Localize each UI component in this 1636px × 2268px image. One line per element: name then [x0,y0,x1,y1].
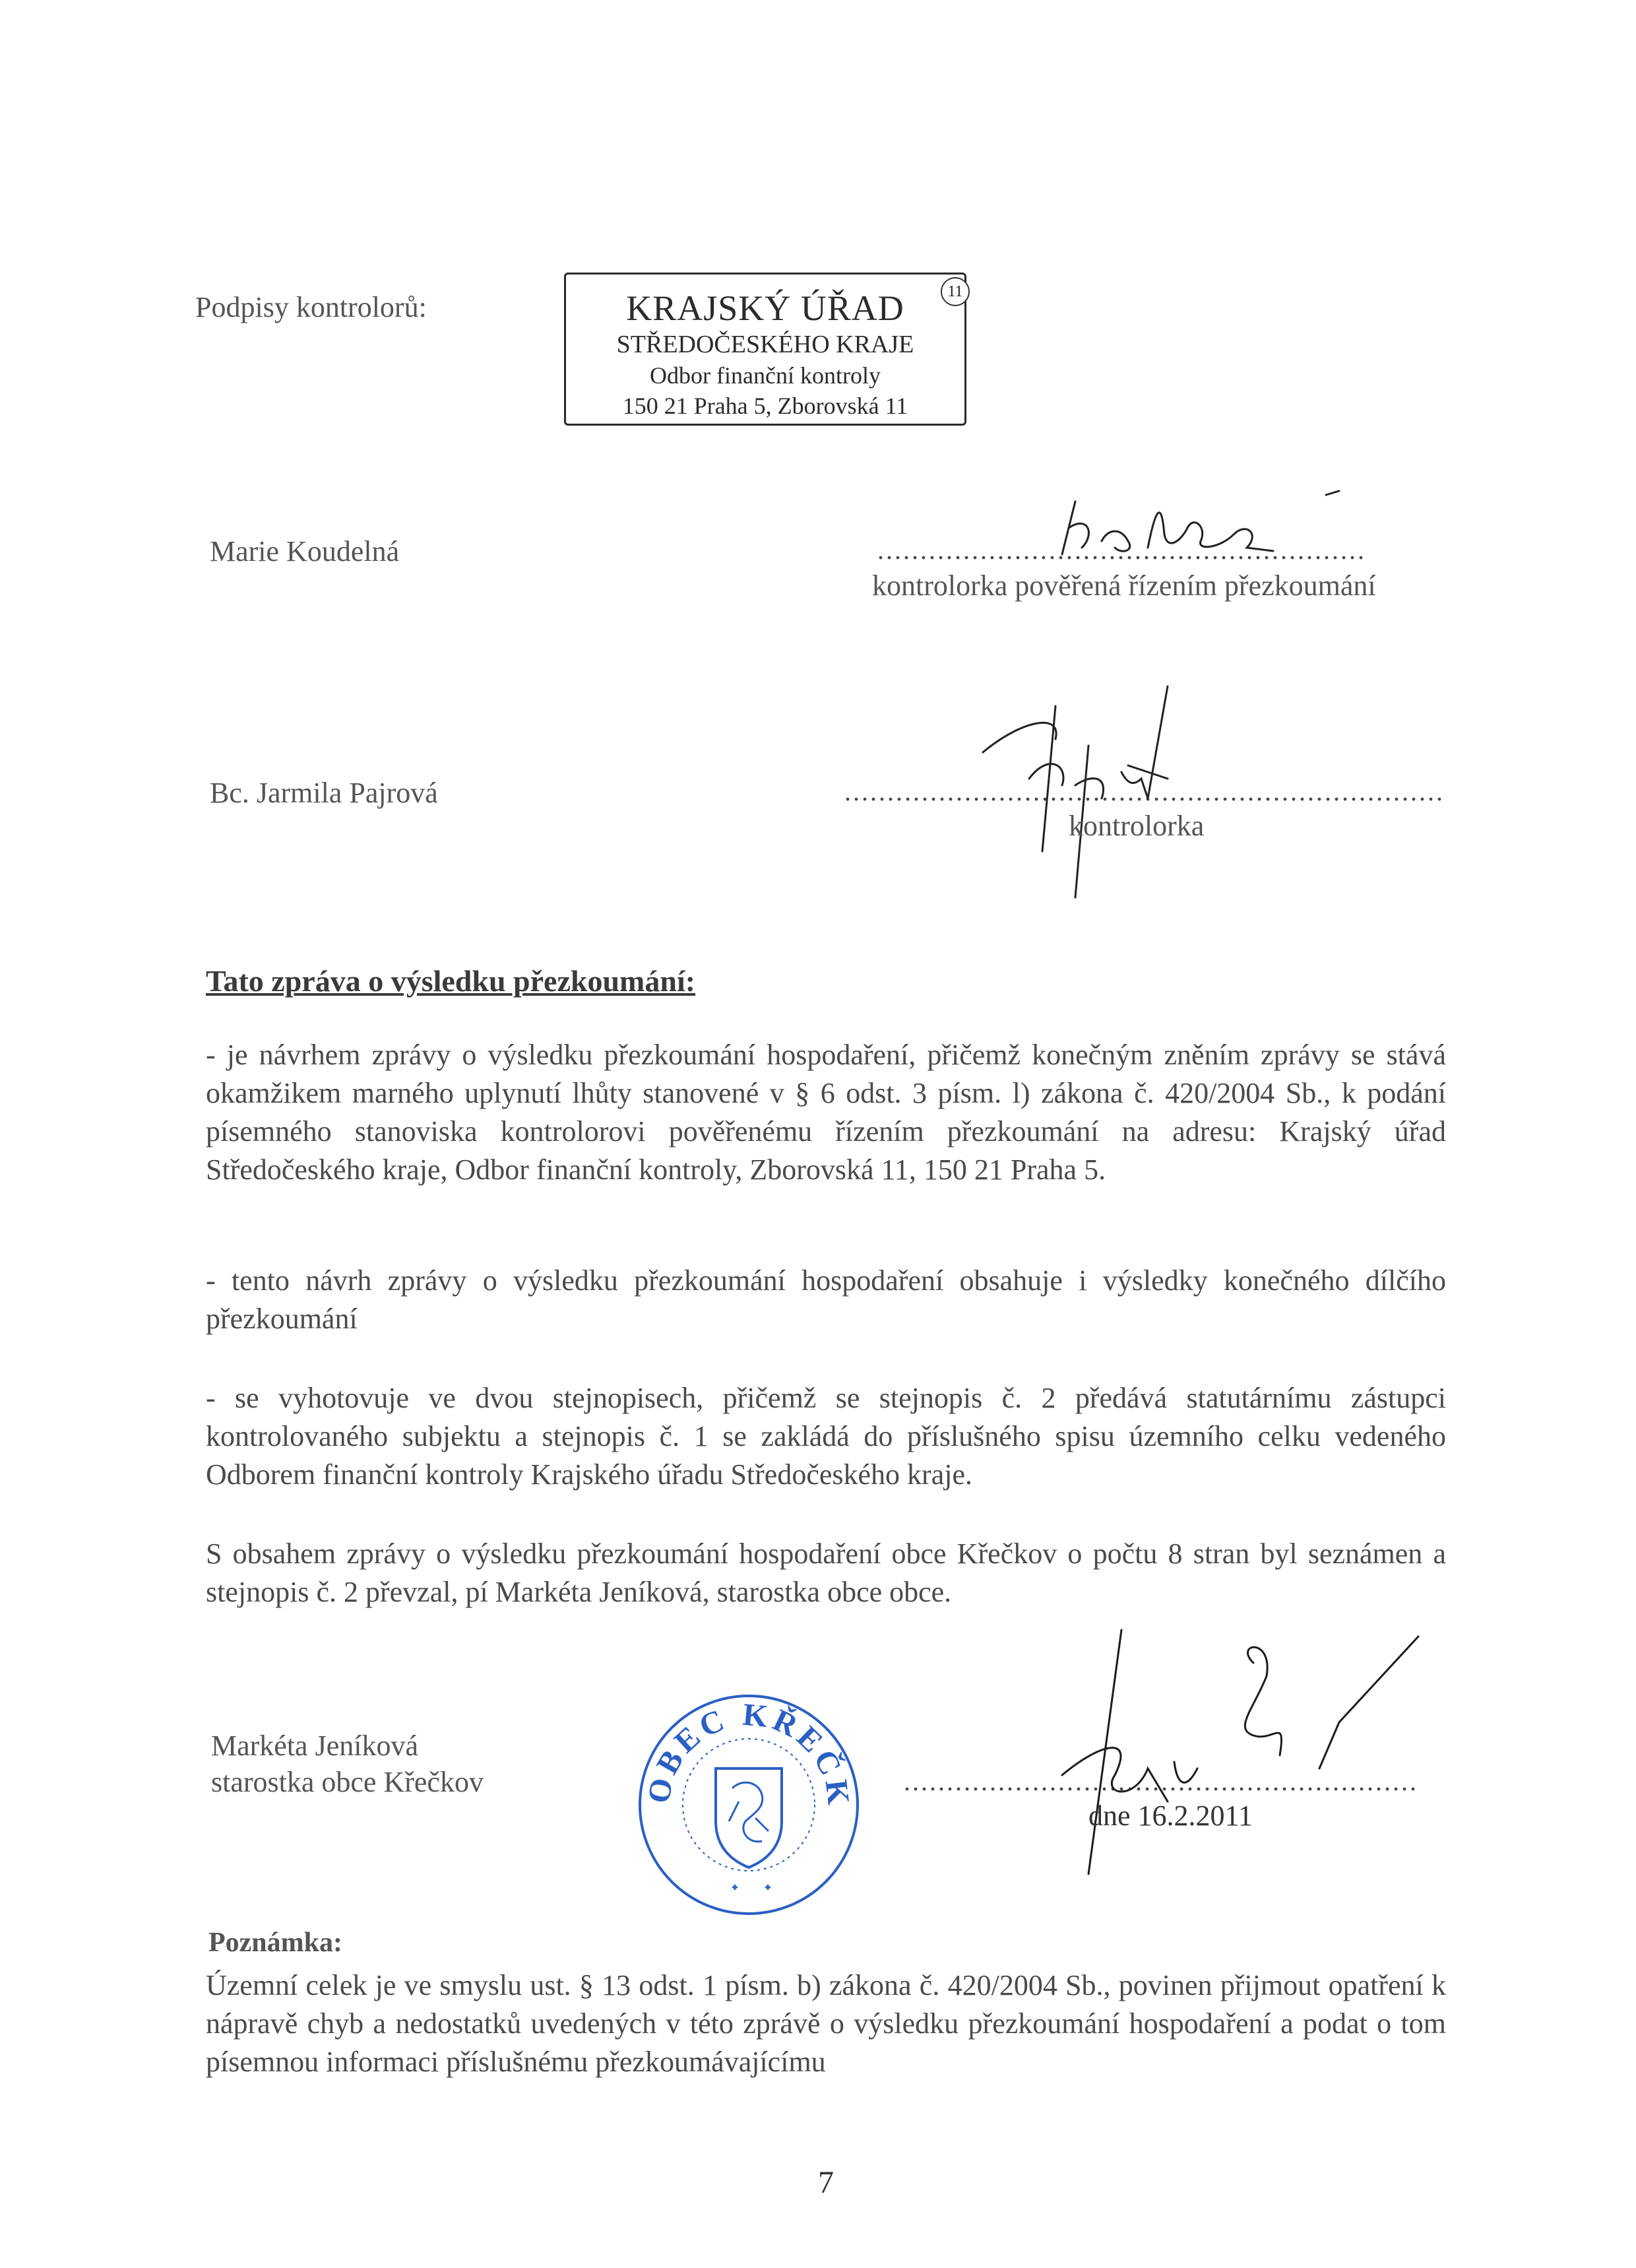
report-paragraph-4: S obsahem zprávy o výsledku přezkoumání hospodaření obce Křečkov o počtu 8 stran byl seznámen a stejnopis č. 2 převzal, pí Markéta Jeníková, starostka obce obce. [206,1538,1446,1608]
stamp-number: 11 [941,277,970,306]
report-heading-text: Tato zpráva o výsledku přezkoumání [206,964,685,998]
report-paragraph-1: - je návrhem zprávy o výsledku přezkoumání hospodaření, přičemž konečným zněním zprávy se stává okamžikem marného uplynutí lhůty stanovené v § 6 odst. 3 písm. l) zákona č. 420/2004 Sb., k podání písemného stanoviska kontrolorovi pověřenému řízením přezkoumání na adresu: Krajský úřad Středočeského kraje, Odbor finanční kontroly, Zborovská 11, 150 21 Praha 5. [206,1039,1446,1186]
signer1-role: kontrolorka pověřená řízením přezkoumání [872,569,1376,602]
note-text: Územní celek je ve smyslu ust. § 13 odst. 1 písm. b) zákona č. 420/2004 Sb., povinen přijmout opatření k nápravě chyb a nedostatků uvedených v této zprávě o výsledku přezkoumání hospodaření a podat o tom písemnou informaci příslušnému přezkoumávajícímu [206,1969,1446,2078]
stamp-line-2: STŘEDOČESKÉHO KRAJE [616,331,914,358]
signature-pajrova [970,680,1234,904]
signer2-name: Bc. Jarmila Pajrová [210,777,438,809]
municipal-seal [619,1662,864,1920]
stamp-line-3: Odbor finanční kontroly [650,362,881,389]
signature-jenikova [1036,1623,1432,1887]
report-heading [206,963,695,998]
signature-koudelna [1049,488,1366,567]
signature-line-3: ............................................................ [904,1766,1418,1796]
office-stamp [564,273,966,426]
mayor-name: Markéta Jeníková [211,1730,418,1762]
report-heading-suffix: : [685,964,696,998]
seal-text: OBEC KŘEČKOV [619,1662,857,1811]
signer2-role: kontrolorka [1069,810,1205,842]
signature-line-1: ......................................................... [877,535,1366,565]
stamp-line-4: 150 21 Praha 5, Zborovská 11 [622,393,908,419]
page-number: 7 [818,2165,834,2200]
inspectors-label: Podpisy kontrolorů: [195,291,427,323]
report-paragraph-3: - se vyhotovuje ve dvou stejnopisech, přičemž se stejnopis č. 2 předává statutárnímu zástupci kontrolovaného subjektu a stejnopis č. 1 se zakládá do příslušného spisu územního celku vedeného Odborem finanční kontroly Krajského úřadu Středočeského kraje. [206,1382,1446,1491]
report-paragraph-2: - tento návrh zprávy o výsledku přezkoumání hospodaření obsahuje i výsledky konečného dílčího přezkoumání [206,1264,1446,1335]
signer1-name: Marie Koudelná [210,535,400,567]
svg-text:OBEC KŘEČKOV [619,1662,856,1810]
sign-date: dne 16.2.2011 [1088,1799,1253,1832]
signature-line-2: ...................................................................... [844,777,1445,806]
mayor-title: starostka obce Křečkov [211,1766,484,1798]
stamp-line-1: KRAJSKÝ ÚŘAD [626,288,904,328]
note-heading: Poznámka: [208,1928,342,1958]
